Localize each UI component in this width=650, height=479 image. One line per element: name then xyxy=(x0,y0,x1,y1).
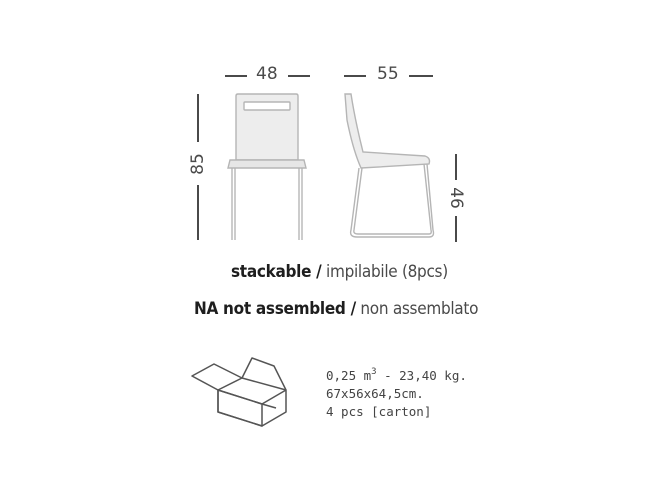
chair-side-view xyxy=(337,90,437,242)
stackable-line xyxy=(231,262,448,282)
seat-dim-line-bottom xyxy=(455,216,457,242)
assembly-bold: NA not assembled / xyxy=(194,299,356,319)
packaging-info xyxy=(326,363,467,421)
width-value: 48 xyxy=(256,64,278,84)
stackable-light: impilabile (8pcs) xyxy=(321,262,448,282)
box-size: 67x56x64,5cm. xyxy=(326,386,424,401)
seat-height-value: 46 xyxy=(446,187,466,209)
seat-dim-line-top xyxy=(455,154,457,180)
width-dim-line-right xyxy=(288,75,310,77)
assembly-light: non assemblato xyxy=(355,299,479,319)
height-dim-line-top xyxy=(197,94,199,142)
quantity: 4 pcs [carton] xyxy=(326,404,432,419)
height-value: 85 xyxy=(188,153,208,175)
volume-prefix: 0,25 m xyxy=(326,368,372,383)
depth-dim-line-left xyxy=(344,75,366,77)
stackable-bold: stackable / xyxy=(231,262,322,282)
width-dim-line-left xyxy=(225,75,247,77)
volume-weight xyxy=(326,363,467,385)
depth-dim-line-right xyxy=(409,75,433,77)
height-dim-line-bottom xyxy=(197,185,199,240)
assembly-line xyxy=(194,299,478,319)
carton-box-icon xyxy=(190,352,300,430)
chair-front-view xyxy=(222,90,312,242)
volume-suffix: - 23,40 kg. xyxy=(376,368,467,383)
volume-sup: 3 xyxy=(371,367,377,377)
depth-value: 55 xyxy=(377,64,399,84)
